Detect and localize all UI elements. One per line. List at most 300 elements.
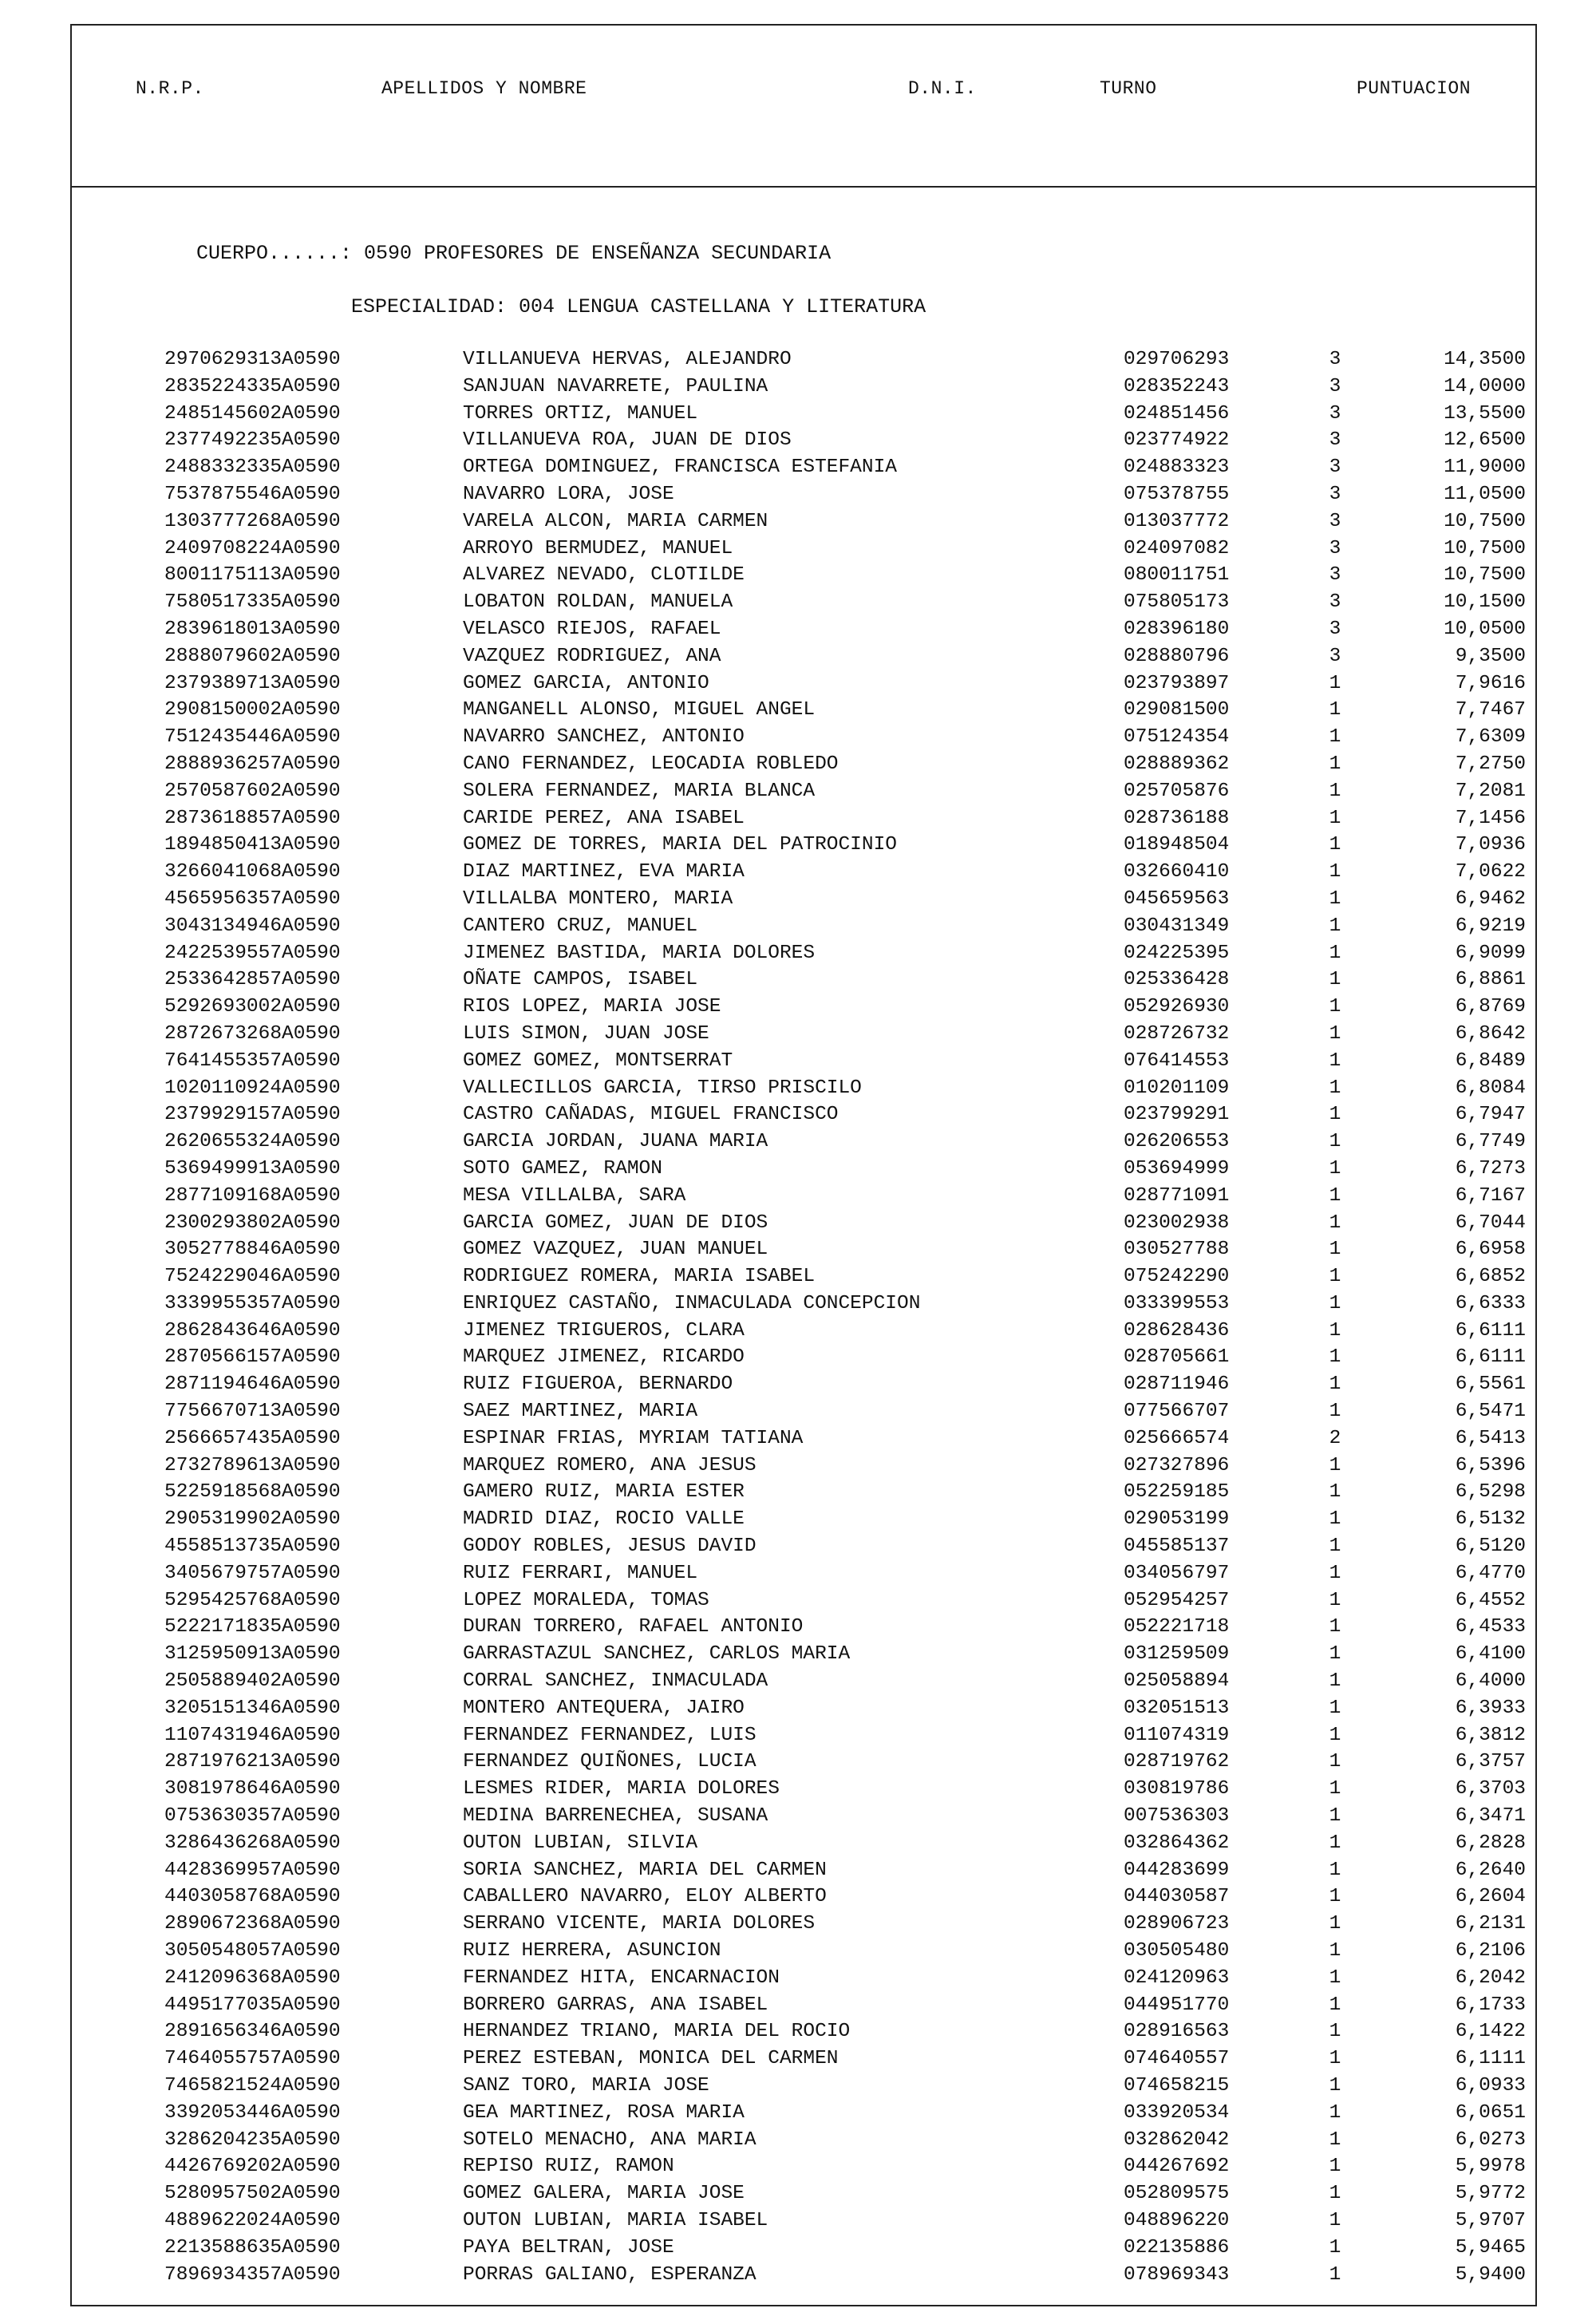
nrp-cell: 3125950913A0590 <box>164 1643 341 1666</box>
puntuacion-cell: 6,5413 <box>1455 1427 1526 1449</box>
table-row <box>0 1642 1596 1670</box>
name-cell: SORIA SANCHEZ, MARIA DEL CARMEN <box>463 1859 827 1881</box>
nrp-cell: 2871976213A0590 <box>164 1751 341 1773</box>
turno-cell: 1 <box>1329 1319 1341 1342</box>
table-row <box>0 1562 1596 1589</box>
name-cell: MARQUEZ JIMENEZ, RICARDO <box>463 1346 745 1369</box>
table-row <box>0 1346 1596 1373</box>
dni-cell: 044951770 <box>1124 1994 1230 2016</box>
table-row <box>0 833 1596 860</box>
name-cell: SERRANO VICENTE, MARIA DOLORES <box>463 1913 816 1935</box>
dni-cell: 031259509 <box>1124 1643 1230 1666</box>
nrp-cell: 2871194646A0590 <box>164 1373 341 1396</box>
dni-cell: 034056797 <box>1124 1562 1230 1584</box>
name-cell: VARELA ALCON, MARIA CARMEN <box>463 510 768 532</box>
turno-cell: 3 <box>1329 510 1341 532</box>
puntuacion-cell: 10,0500 <box>1444 618 1526 640</box>
turno-cell: 1 <box>1329 2183 1341 2205</box>
name-cell: SANJUAN NAVARRETE, PAULINA <box>463 375 768 397</box>
name-cell: MANGANELL ALONSO, MIGUEL ANGEL <box>463 699 816 721</box>
table-row <box>0 1292 1596 1319</box>
puntuacion-cell: 7,0936 <box>1455 834 1526 856</box>
puntuacion-cell: 10,1500 <box>1444 591 1526 614</box>
table-row <box>0 672 1596 699</box>
table-row <box>0 1859 1596 1886</box>
turno-cell: 3 <box>1329 591 1341 614</box>
nrp-cell: 2422539557A0590 <box>164 942 341 964</box>
nrp-cell: 2905319902A0590 <box>164 1508 341 1531</box>
table-row <box>0 429 1596 456</box>
puntuacion-cell: 13,5500 <box>1444 402 1526 425</box>
turno-cell: 1 <box>1329 1643 1341 1666</box>
turno-cell: 1 <box>1329 1832 1341 1854</box>
nrp-cell: 2505889402A0590 <box>164 1670 341 1693</box>
nrp-cell: 2379389713A0590 <box>164 672 341 694</box>
turno-cell: 1 <box>1329 1508 1341 1531</box>
dni-cell: 028705661 <box>1124 1346 1230 1369</box>
turno-cell: 1 <box>1329 1859 1341 1881</box>
turno-cell: 1 <box>1329 1562 1341 1584</box>
dni-cell: 044030587 <box>1124 1886 1230 1908</box>
nrp-cell: 3266041068A0590 <box>164 861 341 883</box>
table-row <box>0 1157 1596 1184</box>
name-cell: SANZ TORO, MARIA JOSE <box>463 2075 709 2097</box>
results-table <box>0 348 1596 2290</box>
nrp-cell: 4565956357A0590 <box>164 887 341 910</box>
puntuacion-cell: 14,0000 <box>1444 375 1526 397</box>
name-cell: MEDINA BARRENECHEA, SUSANA <box>463 1805 768 1828</box>
puntuacion-cell: 6,2640 <box>1455 1859 1526 1881</box>
table-row <box>0 1130 1596 1157</box>
turno-cell: 1 <box>1329 1778 1341 1800</box>
table-row <box>0 2074 1596 2101</box>
turno-cell: 1 <box>1329 1104 1341 1126</box>
table-row <box>0 1615 1596 1642</box>
turno-cell: 1 <box>1329 1292 1341 1314</box>
dni-cell: 052809575 <box>1124 2183 1230 2205</box>
table-row <box>0 1885 1596 1912</box>
nrp-cell: 1894850413A0590 <box>164 834 341 856</box>
turno-cell: 2 <box>1329 1427 1341 1449</box>
table-row <box>0 402 1596 429</box>
name-cell: PEREZ ESTEBAN, MONICA DEL CARMEN <box>463 2048 839 2070</box>
puntuacion-cell: 6,7167 <box>1455 1184 1526 1207</box>
turno-cell: 1 <box>1329 942 1341 964</box>
puntuacion-cell: 7,2081 <box>1455 780 1526 802</box>
dni-cell: 028916563 <box>1124 2021 1230 2043</box>
dni-cell: 024225395 <box>1124 942 1230 964</box>
name-cell: FERNANDEZ FERNANDEZ, LUIS <box>463 1724 757 1746</box>
nrp-cell: 5295425768A0590 <box>164 1589 341 1611</box>
dni-cell: 030431349 <box>1124 915 1230 937</box>
name-cell: CORRAL SANCHEZ, INMACULADA <box>463 1670 768 1693</box>
turno-cell: 1 <box>1329 1346 1341 1369</box>
name-cell: FERNANDEZ QUIÑONES, LUCIA <box>463 1751 757 1773</box>
turno-cell: 1 <box>1329 969 1341 991</box>
dni-cell: 024851456 <box>1124 402 1230 425</box>
table-row <box>0 537 1596 564</box>
dni-cell: 013037772 <box>1124 510 1230 532</box>
table-row <box>0 1049 1596 1077</box>
turno-cell: 1 <box>1329 2048 1341 2070</box>
puntuacion-cell: 7,1456 <box>1455 807 1526 829</box>
puntuacion-cell: 5,9707 <box>1455 2209 1526 2231</box>
turno-cell: 1 <box>1329 1805 1341 1828</box>
table-row <box>0 1454 1596 1481</box>
dni-cell: 025666574 <box>1124 1427 1230 1449</box>
turno-cell: 1 <box>1329 2128 1341 2151</box>
nrp-cell: 3052778846A0590 <box>164 1239 341 1261</box>
dni-cell: 032864362 <box>1124 1832 1230 1854</box>
dni-cell: 028889362 <box>1124 753 1230 775</box>
name-cell: CABALLERO NAVARRO, ELOY ALBERTO <box>463 1886 827 1908</box>
name-cell: GOMEZ GOMEZ, MONTSERRAT <box>463 1049 733 1072</box>
table-row <box>0 1697 1596 1724</box>
puntuacion-cell: 6,4100 <box>1455 1643 1526 1666</box>
puntuacion-cell: 7,9616 <box>1455 672 1526 694</box>
turno-cell: 1 <box>1329 726 1341 749</box>
dni-cell: 007536303 <box>1124 1805 1230 1828</box>
name-cell: VILLALBA MONTERO, MARIA <box>463 887 733 910</box>
name-cell: MONTERO ANTEQUERA, JAIRO <box>463 1697 745 1719</box>
nrp-cell: 2379929157A0590 <box>164 1104 341 1126</box>
name-cell: LOBATON ROLDAN, MANUELA <box>463 591 733 614</box>
name-cell: BORRERO GARRAS, ANA ISABEL <box>463 1994 768 2016</box>
turno-cell: 1 <box>1329 1131 1341 1153</box>
name-cell: VAZQUEZ RODRIGUEZ, ANA <box>463 645 721 667</box>
dni-cell: 028880796 <box>1124 645 1230 667</box>
name-cell: VALLECILLOS GARCIA, TIRSO PRISCILO <box>463 1077 862 1099</box>
name-cell: RIOS LOPEZ, MARIA JOSE <box>463 996 721 1018</box>
name-cell: JIMENEZ TRIGUEROS, CLARA <box>463 1319 745 1342</box>
turno-cell: 1 <box>1329 2101 1341 2124</box>
turno-cell: 1 <box>1329 1022 1341 1045</box>
dni-cell: 030505480 <box>1124 1940 1230 1962</box>
dni-cell: 025705876 <box>1124 780 1230 802</box>
table-row <box>0 1535 1596 1562</box>
puntuacion-cell: 6,2828 <box>1455 1832 1526 1854</box>
puntuacion-cell: 6,9462 <box>1455 887 1526 910</box>
name-cell: SOLERA FERNANDEZ, MARIA BLANCA <box>463 780 816 802</box>
name-cell: SAEZ MARTINEZ, MARIA <box>463 1401 698 1423</box>
table-row <box>0 2182 1596 2209</box>
nrp-cell: 2533642857A0590 <box>164 969 341 991</box>
name-cell: REPISO RUIZ, RAMON <box>463 2156 674 2178</box>
nrp-cell: 3286436268A0590 <box>164 1832 341 1854</box>
puntuacion-cell: 6,7947 <box>1455 1104 1526 1126</box>
turno-cell: 1 <box>1329 1157 1341 1180</box>
puntuacion-cell: 6,6111 <box>1455 1346 1526 1369</box>
table-row <box>0 2047 1596 2074</box>
table-row <box>0 645 1596 672</box>
table-row <box>0 1832 1596 1859</box>
puntuacion-cell: 6,7044 <box>1455 1211 1526 1234</box>
puntuacion-cell: 10,7500 <box>1444 564 1526 587</box>
table-row <box>0 915 1596 942</box>
nrp-cell: 2300293802A0590 <box>164 1211 341 1234</box>
dni-cell: 030527788 <box>1124 1239 1230 1261</box>
table-row <box>0 591 1596 618</box>
turno-cell: 3 <box>1329 402 1341 425</box>
dni-cell: 023799291 <box>1124 1104 1230 1126</box>
name-cell: GOMEZ GARCIA, ANTONIO <box>463 672 709 694</box>
header-divider <box>70 186 1537 188</box>
dni-cell: 075805173 <box>1124 591 1230 614</box>
table-row <box>0 1427 1596 1454</box>
table-row <box>0 1589 1596 1616</box>
puntuacion-cell: 6,6958 <box>1455 1239 1526 1261</box>
dni-cell: 044283699 <box>1124 1859 1230 1881</box>
puntuacion-cell: 6,0273 <box>1455 2128 1526 2151</box>
puntuacion-cell: 6,5471 <box>1455 1401 1526 1423</box>
turno-cell: 1 <box>1329 1670 1341 1693</box>
name-cell: CARIDE PEREZ, ANA ISABEL <box>463 807 745 829</box>
name-cell: SOTELO MENACHO, ANA MARIA <box>463 2128 757 2151</box>
table-row <box>0 1211 1596 1239</box>
nrp-cell: 2835224335A0590 <box>164 375 341 397</box>
table-row <box>0 510 1596 537</box>
table-row <box>0 1238 1596 1265</box>
puntuacion-cell: 6,8084 <box>1455 1077 1526 1099</box>
dni-cell: 018948504 <box>1124 834 1230 856</box>
table-row <box>0 1750 1596 1777</box>
puntuacion-cell: 6,9099 <box>1455 942 1526 964</box>
turno-cell: 1 <box>1329 1724 1341 1746</box>
name-cell: GARRASTAZUL SANCHEZ, CARLOS MARIA <box>463 1643 851 1666</box>
puntuacion-cell: 5,9772 <box>1455 2183 1526 2205</box>
turno-cell: 3 <box>1329 483 1341 505</box>
nrp-cell: 2412096368A0590 <box>164 1966 341 1989</box>
nrp-cell: 3392053446A0590 <box>164 2101 341 2124</box>
table-row <box>0 1670 1596 1697</box>
nrp-cell: 4558513735A0590 <box>164 1535 341 1558</box>
table-row <box>0 1804 1596 1832</box>
puntuacion-cell: 7,7467 <box>1455 699 1526 721</box>
nrp-cell: 2566657435A0590 <box>164 1427 341 1449</box>
puntuacion-cell: 10,7500 <box>1444 537 1526 559</box>
turno-cell: 3 <box>1329 645 1341 667</box>
puntuacion-cell: 6,0651 <box>1455 2101 1526 2124</box>
name-cell: OUTON LUBIAN, MARIA ISABEL <box>463 2209 768 2231</box>
puntuacion-cell: 6,4533 <box>1455 1616 1526 1638</box>
dni-cell: 028719762 <box>1124 1751 1230 1773</box>
dni-cell: 027327896 <box>1124 1454 1230 1476</box>
nrp-cell: 1020110924A0590 <box>164 1077 341 1099</box>
table-row <box>0 1777 1596 1804</box>
table-row <box>0 698 1596 725</box>
name-cell: RUIZ HERRERA, ASUNCION <box>463 1940 721 1962</box>
turno-cell: 3 <box>1329 564 1341 587</box>
table-row <box>0 1103 1596 1130</box>
name-cell: VELASCO RIEJOS, RAFAEL <box>463 618 721 640</box>
table-row <box>0 1319 1596 1346</box>
name-cell: CANO FERNANDEZ, LEOCADIA ROBLEDO <box>463 753 839 775</box>
puntuacion-cell: 6,7749 <box>1455 1131 1526 1153</box>
nrp-cell: 2877109168A0590 <box>164 1184 341 1207</box>
table-row <box>0 2101 1596 2128</box>
name-cell: RUIZ FERRARI, MANUEL <box>463 1562 698 1584</box>
table-row <box>0 725 1596 753</box>
table-row <box>0 2128 1596 2156</box>
dni-cell: 028906723 <box>1124 1913 1230 1935</box>
table-row <box>0 1508 1596 1535</box>
name-cell: CASTRO CAÑADAS, MIGUEL FRANCISCO <box>463 1104 839 1126</box>
turno-cell: 1 <box>1329 1616 1341 1638</box>
turno-cell: 3 <box>1329 537 1341 559</box>
dni-cell: 029081500 <box>1124 699 1230 721</box>
turno-cell: 1 <box>1329 753 1341 775</box>
puntuacion-cell: 11,0500 <box>1444 483 1526 505</box>
dni-cell: 028726732 <box>1124 1022 1230 1045</box>
name-cell: HERNANDEZ TRIANO, MARIA DEL ROCIO <box>463 2021 851 2043</box>
name-cell: CANTERO CRUZ, MANUEL <box>463 915 698 937</box>
name-cell: LUIS SIMON, JUAN JOSE <box>463 1022 709 1045</box>
puntuacion-cell: 7,0622 <box>1455 861 1526 883</box>
table-row <box>0 2020 1596 2047</box>
turno-cell: 1 <box>1329 1239 1341 1261</box>
puntuacion-cell: 7,2750 <box>1455 753 1526 775</box>
turno-cell: 1 <box>1329 1266 1341 1288</box>
turno-cell: 1 <box>1329 1481 1341 1504</box>
name-cell: TORRES ORTIZ, MANUEL <box>463 402 698 425</box>
table-row <box>0 375 1596 402</box>
dni-cell: 032051513 <box>1124 1697 1230 1719</box>
puntuacion-cell: 10,7500 <box>1444 510 1526 532</box>
nrp-cell: 2488332335A0590 <box>164 456 341 479</box>
nrp-cell: 3043134946A0590 <box>164 915 341 937</box>
puntuacion-cell: 9,3500 <box>1455 645 1526 667</box>
puntuacion-cell: 6,8489 <box>1455 1049 1526 1072</box>
puntuacion-cell: 6,6333 <box>1455 1292 1526 1314</box>
turno-cell: 1 <box>1329 1886 1341 1908</box>
table-row <box>0 780 1596 807</box>
puntuacion-cell: 6,2604 <box>1455 1886 1526 1908</box>
puntuacion-cell: 6,6852 <box>1455 1266 1526 1288</box>
name-cell: GARCIA JORDAN, JUANA MARIA <box>463 1131 768 1153</box>
table-row <box>0 807 1596 834</box>
name-cell: MARQUEZ ROMERO, ANA JESUS <box>463 1454 757 1476</box>
nrp-cell: 3205151346A0590 <box>164 1697 341 1719</box>
dni-cell: 080011751 <box>1124 564 1230 587</box>
puntuacion-cell: 6,8642 <box>1455 1022 1526 1045</box>
puntuacion-cell: 6,5298 <box>1455 1481 1526 1504</box>
turno-cell: 1 <box>1329 887 1341 910</box>
name-cell: ORTEGA DOMINGUEZ, FRANCISCA ESTEFANIA <box>463 456 897 479</box>
header-puntuacion: PUNTUACION <box>1357 78 1472 99</box>
puntuacion-cell: 6,0933 <box>1455 2075 1526 2097</box>
table-row <box>0 563 1596 591</box>
name-cell: DIAZ MARTINEZ, EVA MARIA <box>463 861 745 883</box>
turno-cell: 1 <box>1329 780 1341 802</box>
table-row <box>0 1265 1596 1292</box>
turno-cell: 1 <box>1329 834 1341 856</box>
turno-cell: 1 <box>1329 915 1341 937</box>
table-row <box>0 1022 1596 1049</box>
dni-cell: 048896220 <box>1124 2209 1230 2231</box>
header-turno: TURNO <box>1100 78 1157 99</box>
table-row <box>0 1912 1596 1939</box>
turno-cell: 1 <box>1329 807 1341 829</box>
dni-cell: 023002938 <box>1124 1211 1230 1234</box>
puntuacion-cell: 6,3933 <box>1455 1697 1526 1719</box>
name-cell: RUIZ FIGUEROA, BERNARDO <box>463 1373 733 1396</box>
dni-cell: 052954257 <box>1124 1589 1230 1611</box>
puntuacion-cell: 6,8769 <box>1455 996 1526 1018</box>
header-dni: D.N.I. <box>908 78 977 99</box>
dni-cell: 023793897 <box>1124 672 1230 694</box>
nrp-cell: 2409708224A0590 <box>164 537 341 559</box>
turno-cell: 1 <box>1329 1454 1341 1476</box>
nrp-cell: 7465821524A0590 <box>164 2075 341 2097</box>
puntuacion-cell: 7,6309 <box>1455 726 1526 749</box>
cuerpo-line: CUERPO......: 0590 PROFESORES DE ENSEÑANZA SECUNDARIA <box>196 242 832 265</box>
name-cell: NAVARRO LORA, JOSE <box>463 483 674 505</box>
puntuacion-cell: 11,9000 <box>1444 456 1526 479</box>
nrp-cell: 3286204235A0590 <box>164 2128 341 2151</box>
nrp-cell: 2872673268A0590 <box>164 1022 341 1045</box>
name-cell: PAYA BELTRAN, JOSE <box>463 2236 674 2259</box>
nrp-cell: 1107431946A0590 <box>164 1724 341 1746</box>
nrp-cell: 7524229046A0590 <box>164 1266 341 1288</box>
puntuacion-cell: 6,2106 <box>1455 1940 1526 1962</box>
name-cell: RODRIGUEZ ROMERA, MARIA ISABEL <box>463 1266 816 1288</box>
name-cell: VILLANUEVA ROA, JUAN DE DIOS <box>463 429 792 452</box>
turno-cell: 1 <box>1329 1994 1341 2016</box>
dni-cell: 074658215 <box>1124 2075 1230 2097</box>
puntuacion-cell: 6,1111 <box>1455 2048 1526 2070</box>
dni-cell: 028736188 <box>1124 807 1230 829</box>
nrp-cell: 8001175113A0590 <box>164 564 341 587</box>
name-cell: GOMEZ DE TORRES, MARIA DEL PATROCINIO <box>463 834 897 856</box>
nrp-cell: 5280957502A0590 <box>164 2183 341 2205</box>
dni-cell: 029706293 <box>1124 349 1230 370</box>
name-cell: FERNANDEZ HITA, ENCARNACION <box>463 1966 780 1989</box>
turno-cell: 1 <box>1329 996 1341 1018</box>
puntuacion-cell: 6,4770 <box>1455 1562 1526 1584</box>
dni-cell: 030819786 <box>1124 1778 1230 1800</box>
especialidad-line: ESPECIALIDAD: 004 LENGUA CASTELLANA Y LITERATURA <box>351 295 926 318</box>
turno-cell: 1 <box>1329 1697 1341 1719</box>
name-cell: GEA MARTINEZ, ROSA MARIA <box>463 2101 745 2124</box>
nrp-cell: 2908150002A0590 <box>164 699 341 721</box>
turno-cell: 1 <box>1329 699 1341 721</box>
nrp-cell: 5292693002A0590 <box>164 996 341 1018</box>
puntuacion-cell: 6,4000 <box>1455 1670 1526 1693</box>
dni-cell: 074640557 <box>1124 2048 1230 2070</box>
table-row <box>0 1480 1596 1508</box>
dni-cell: 033399553 <box>1124 1292 1230 1314</box>
puntuacion-cell: 6,3757 <box>1455 1751 1526 1773</box>
puntuacion-cell: 6,3471 <box>1455 1805 1526 1828</box>
name-cell: GAMERO RUIZ, MARIA ESTER <box>463 1481 745 1504</box>
nrp-cell: 5369499913A0590 <box>164 1157 341 1180</box>
nrp-cell: 2732789613A0590 <box>164 1454 341 1476</box>
name-cell: LOPEZ MORALEDA, TOMAS <box>463 1589 709 1611</box>
table-row <box>0 1400 1596 1427</box>
nrp-cell: 4426769202A0590 <box>164 2156 341 2178</box>
name-cell: GODOY ROBLES, JESUS DAVID <box>463 1535 757 1558</box>
nrp-cell: 3339955357A0590 <box>164 1292 341 1314</box>
nrp-cell: 7580517335A0590 <box>164 591 341 614</box>
name-cell: JIMENEZ BASTIDA, MARIA DOLORES <box>463 942 816 964</box>
turno-cell: 3 <box>1329 375 1341 397</box>
dni-cell: 029053199 <box>1124 1508 1230 1531</box>
nrp-cell: 2377492235A0590 <box>164 429 341 452</box>
nrp-cell: 2890672368A0590 <box>164 1913 341 1935</box>
dni-cell: 028396180 <box>1124 618 1230 640</box>
dni-cell: 075378755 <box>1124 483 1230 505</box>
nrp-cell: 7512435446A0590 <box>164 726 341 749</box>
